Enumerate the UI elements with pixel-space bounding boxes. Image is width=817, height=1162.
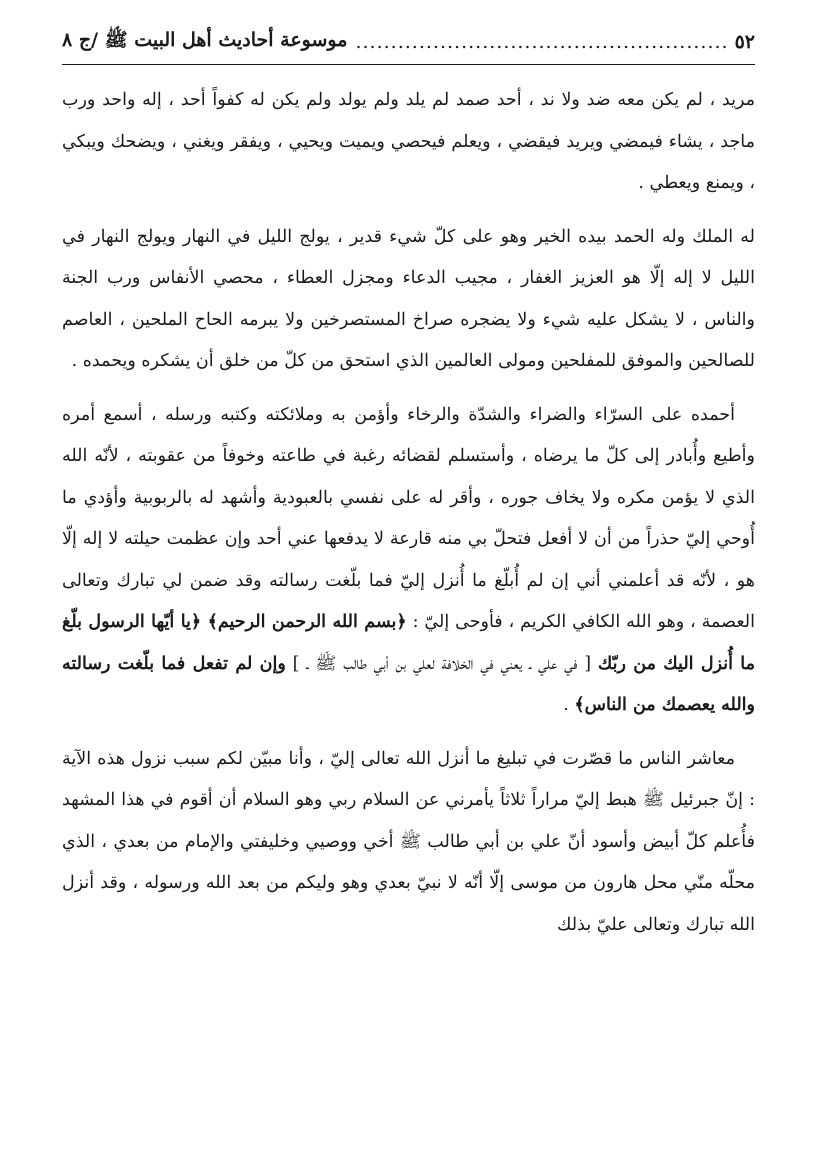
page-header <box>62 22 755 62</box>
header-divider <box>62 64 755 65</box>
page-number: ٥٢ <box>734 31 755 53</box>
quran-verse: ﴿بسم الله الرحمن الرحيم﴾ ﴿يا أيّها الرسول بلّغ ما أُنزل اليك من ربّك <box>62 612 755 674</box>
paragraph <box>62 80 755 205</box>
quran-verse: وإن لم تفعل فما بلّغت رسالته والله يعصمك من الناس﴾ <box>62 653 755 715</box>
text-segment: معاشر الناس ما قصّرت في تبليغ ما أنزل الله تعالى إليّ ، وأنا مبيّن لكم سبب نزول هذه الآية : إنّ جبرئيل ﷺ هبط إليّ مراراً ثلاثاً يأمرني عن السلام ربي وهو السلام أن أقوم في هذا المشهد فأُعلم كلّ أبيض وأسود أنّ علي بن أبي طالب ﷺ أخي ووصيي وخليفتي والإمام من بعدي ، الذي محلّه منّي محل هارون من موسى إلّا أنّه لا نبيّ بعدي وهو وليكم من بعد الله ورسوله ، وقد أنزل الله تبارك وتعالى عليّ بذلك <box>62 748 755 935</box>
body-text <box>62 80 755 958</box>
book-title: موسوعة أحاديث أهل البيت ﷺ /ج ٨ <box>62 29 348 51</box>
text-segment: [ في علي ـ يعني في الخلافة لعلي بن أبي طالب ﷺ ـ ] <box>285 653 598 674</box>
text-segment: أحمده على السرّاء والضراء والشدّة والرخاء وأؤمن به وملائكته وكتبه ورسله ، أسمع أمره وأطيع وأُبادر إلى كلّ ما يرضاه ، وأستسلم لقضائه رغبة في طاعته وخوفاً من عقوبته ، لأنّه الله الذي لا يؤمن مكره ولا يخاف جوره ، وأقر له على نفسي بالعبودية وأشهد له بالربوبية وأؤدي ما أُوحي إليّ حذراً من أن لا أفعل فتحلّ بي منه قارعة لا يدفعها عني أحد وإن عظمت حيلته لا إله إلّا هو ، لأنّه قد أعلمني أني إن لم أُبلّغ ما أُنزل إليّ فما بلّغت رسالته وقد ضمن لي تبارك وتعالى العصمة ، وهو الله الكافي الكريم ، فأوحى إليّ : <box>62 404 755 632</box>
text-segment: مريد ، لم يكن معه ضد ولا ند ، أحد صمد لم يلد ولم يولد ولم يكن له كفواً أحد ، إله واحد ورب ماجد ، يشاء فيمضي ويريد فيقضي ، ويعلم فيحصي ويميت ويحيي ، ويفقر ويغني ، ويضحك ويبكي ، ويمنع ويعطي . <box>62 90 755 193</box>
text-segment: . <box>563 695 575 715</box>
paragraph <box>62 217 755 383</box>
text-segment: له الملك وله الحمد بيده الخير وهو على كلّ شيء قدير ، يولج الليل في النهار ويولج النهار في الليل لا إله إلّا هو العزيز الغفار ، مجيب الدعاء ومجزل العطاء ، محصي الأنفاس ورب الجنة والناس ، لا يشكل عليه شيء ولا يضجره صراخ المستصرخين ولا يبرمه الحاح الملحين ، العاصم للصالحين والموفق للمفلحين ومولى العالمين الذي استحق من كلّ من خلق أن يشكره ويحمده . <box>62 226 755 371</box>
paragraph <box>62 395 755 727</box>
paragraph <box>62 739 755 947</box>
leader-dots <box>353 31 728 53</box>
